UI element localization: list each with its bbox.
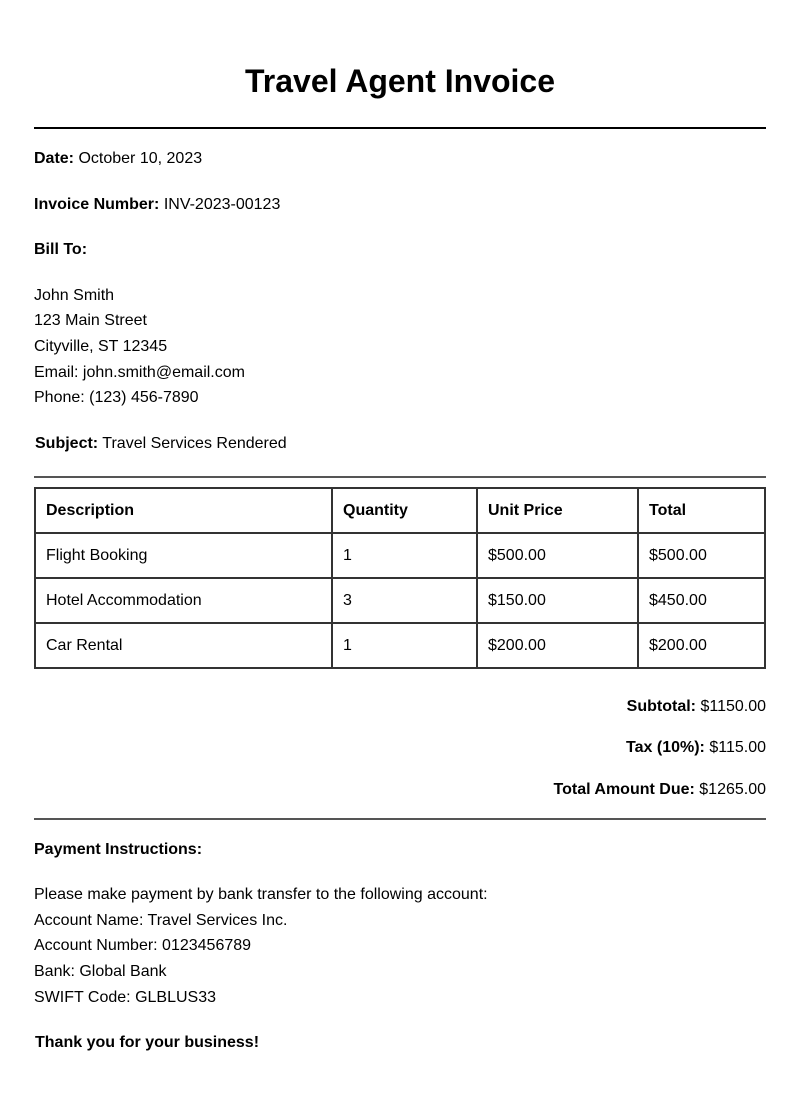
subject-line — [35, 434, 287, 454]
closing-text: Thank you for your business! — [35, 1034, 260, 1051]
bill-to-street: 123 Main Street — [34, 312, 147, 329]
invoice-number-value: INV-2023-00123 — [163, 196, 281, 213]
subtotal-label: Subtotal: — [626, 698, 696, 715]
row-total: $200.00 — [638, 623, 765, 668]
bill-to-email: Email: john.smith@email.com — [34, 364, 245, 381]
row-description: Car Rental — [35, 623, 332, 668]
payment-swift-code: SWIFT Code: GLBLUS33 — [34, 989, 216, 1006]
date-label: Date: — [34, 150, 75, 167]
total-due-label: Total Amount Due: — [553, 781, 695, 798]
invoice-number-label: Invoice Number: — [34, 196, 160, 213]
row-total: $450.00 — [638, 578, 765, 623]
title-divider — [34, 127, 766, 129]
row-unit-price: $150.00 — [477, 578, 638, 623]
subject-value: Travel Services Rendered — [102, 435, 287, 452]
column-header-unit-price: Unit Price — [477, 488, 638, 533]
total-due-value: $1265.00 — [699, 781, 766, 798]
row-unit-price: $500.00 — [477, 533, 638, 578]
totals-divider — [34, 818, 766, 820]
row-unit-price: $200.00 — [477, 623, 638, 668]
row-description: Flight Booking — [35, 533, 332, 578]
payment-bank: Bank: Global Bank — [34, 963, 167, 980]
payment-account-name: Account Name: Travel Services Inc. — [34, 912, 288, 929]
services-table — [34, 487, 766, 669]
table-header-row — [35, 488, 765, 533]
payment-label: Payment Instructions: — [34, 841, 203, 858]
tax-line — [626, 738, 766, 758]
payment-intro: Please make payment by bank transfer to the following account: — [34, 886, 488, 903]
subject-label: Subject: — [35, 435, 99, 452]
row-description: Hotel Accommodation — [35, 578, 332, 623]
subtotal-value: $1150.00 — [700, 698, 766, 715]
payment-account-number: Account Number: 0123456789 — [34, 937, 252, 954]
row-total: $500.00 — [638, 533, 765, 578]
subtotal-line — [627, 697, 766, 717]
date-value: October 10, 2023 — [78, 150, 203, 167]
column-header-quantity: Quantity — [332, 488, 477, 533]
subject-divider — [34, 476, 766, 478]
payment-heading — [34, 840, 202, 860]
tax-value: $115.00 — [709, 739, 766, 756]
column-header-description: Description — [35, 488, 332, 533]
page-title: Travel Agent Invoice — [244, 63, 556, 99]
total-due-line — [554, 780, 767, 800]
bill-to-label: Bill To: — [34, 241, 88, 258]
closing-message — [35, 1033, 259, 1053]
row-quantity: 3 — [332, 578, 477, 623]
invoice-number-line — [34, 195, 280, 215]
table-row — [35, 623, 765, 668]
bill-to-heading — [34, 240, 87, 260]
tax-label: Tax (10%): — [626, 739, 705, 756]
table-row — [35, 578, 765, 623]
row-quantity: 1 — [332, 533, 477, 578]
row-quantity: 1 — [332, 623, 477, 668]
bill-to-city: Cityville, ST 12345 — [34, 338, 168, 355]
bill-to-phone: Phone: (123) 456-7890 — [34, 389, 199, 406]
table-row — [35, 533, 765, 578]
date-line — [34, 149, 202, 169]
bill-to-name: John Smith — [34, 287, 115, 304]
column-header-total: Total — [638, 488, 765, 533]
